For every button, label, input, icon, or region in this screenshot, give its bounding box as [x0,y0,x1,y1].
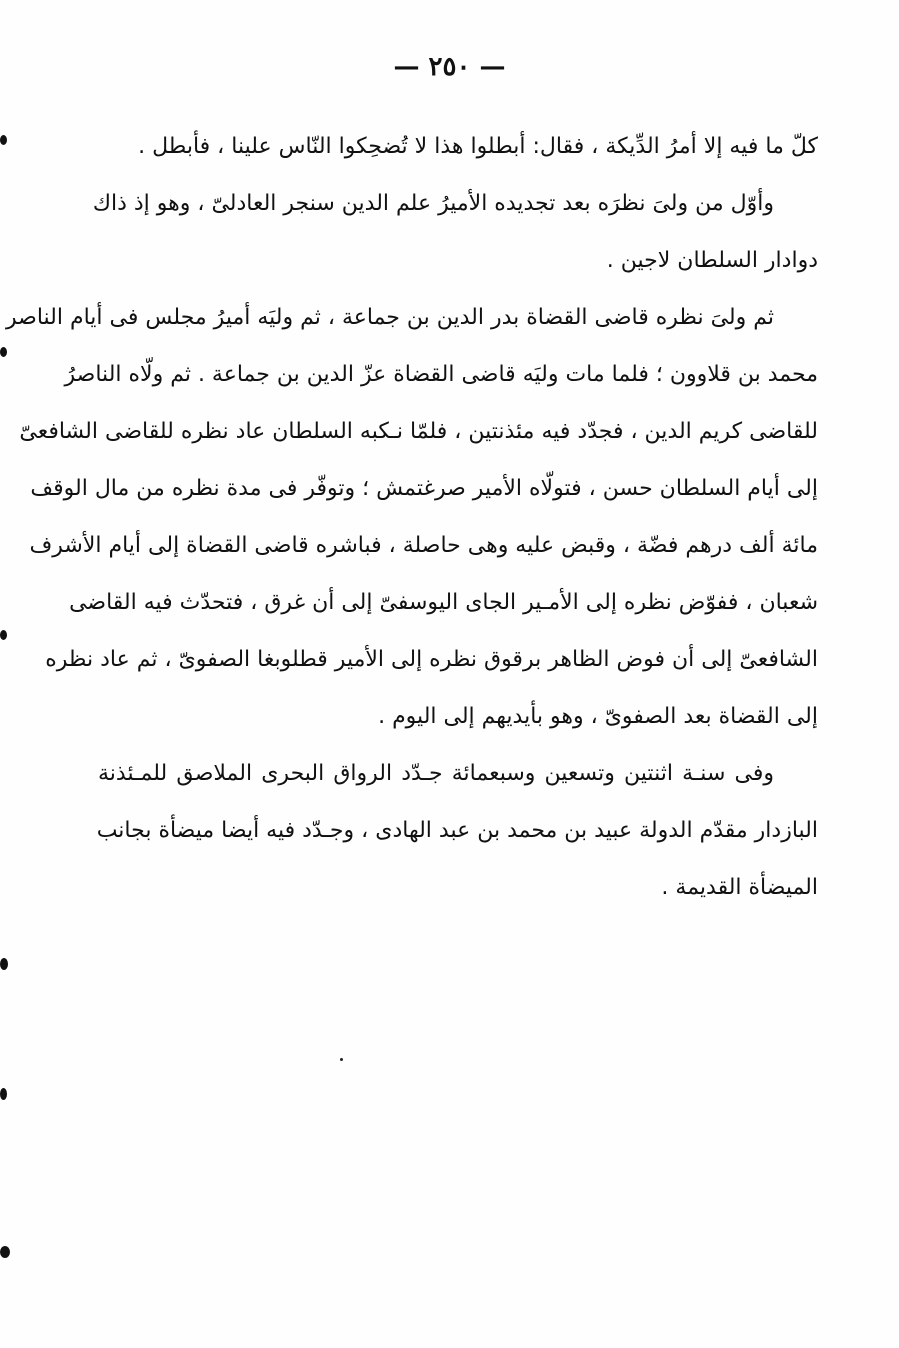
text-line: وأوّل من ولىَ نظرَه بعد تجديده الأميرُ علم الدين سنجر العادلىّ ، وهو إذ ذاك [92,191,774,216]
text-line: الميضأة القديمة . [661,875,818,900]
text-line: دوادار السلطان لاجين . [606,248,818,273]
text-line: وفى سنـة اثنتين وتسعين وسبعمائة جـدّد الرواق البحرى الملاصق للمـئذنة [98,761,774,786]
text-line: ثم ولىَ نظره قاضى القضاة بدر الدين بن جماعة ، ثم وليَه أميرُ مجلس فى أيام الناصر [6,305,774,330]
margin-mark [0,1088,7,1100]
margin-mark [0,347,7,357]
text-line: الشافعىّ إلى أن فوض الظاهر برقوق نظره إلى الأمير قطلوبغا الصفوىّ ، ثم عاد نظره [45,647,818,672]
body-text [6,118,818,916]
text-line: محمد بن قلاوون ؛ فلما مات وليَه قاضى القضاة عزّ الدين بن جماعة . ثم ولّاه الناصرُ [64,362,818,387]
text-line: مائة ألف درهم فضّة ، وقبض عليه وهى حاصلة ، فباشره قاضى القضاة إلى أيام الأشرف [29,533,818,558]
text-line: للقاضى كريم الدين ، فجدّد فيه مئذنتين ، فلمّا نـكبه السلطان عاد نظره للقاضى الشافعىّ [19,419,818,444]
margin-mark [0,1246,10,1258]
text-line: البازدار مقدّم الدولة عبيد بن محمد بن عبد الهادى ، وجـدّد فيه أيضا ميضأة بجانب [96,818,818,843]
scan-speck [340,1058,343,1061]
page-number: — ٢٥٠ — [393,52,506,82]
margin-mark [0,135,7,145]
text-line: شعبان ، ففوّض نظره إلى الأمـير الجاى اليوسفىّ إلى أن غرق ، فتحدّث فيه القاضى [69,590,818,615]
text-line: إلى القضاة بعد الصفوىّ ، وهو بأيديهم إلى اليوم . [378,704,818,729]
margin-mark [0,630,7,640]
text-line: إلى أيام السلطان حسن ، فتولّاه الأمير صرغتمش ؛ وتوفّر فى مدة نظره من مال الوقف [30,476,818,501]
text-line: كلّ ما فيه إلا أمرُ الدِّيكة ، فقال: أبطلوا هذا لا تُضحِكوا النّاس علينا ، فأبطل . [138,134,818,159]
margin-mark [0,958,8,970]
